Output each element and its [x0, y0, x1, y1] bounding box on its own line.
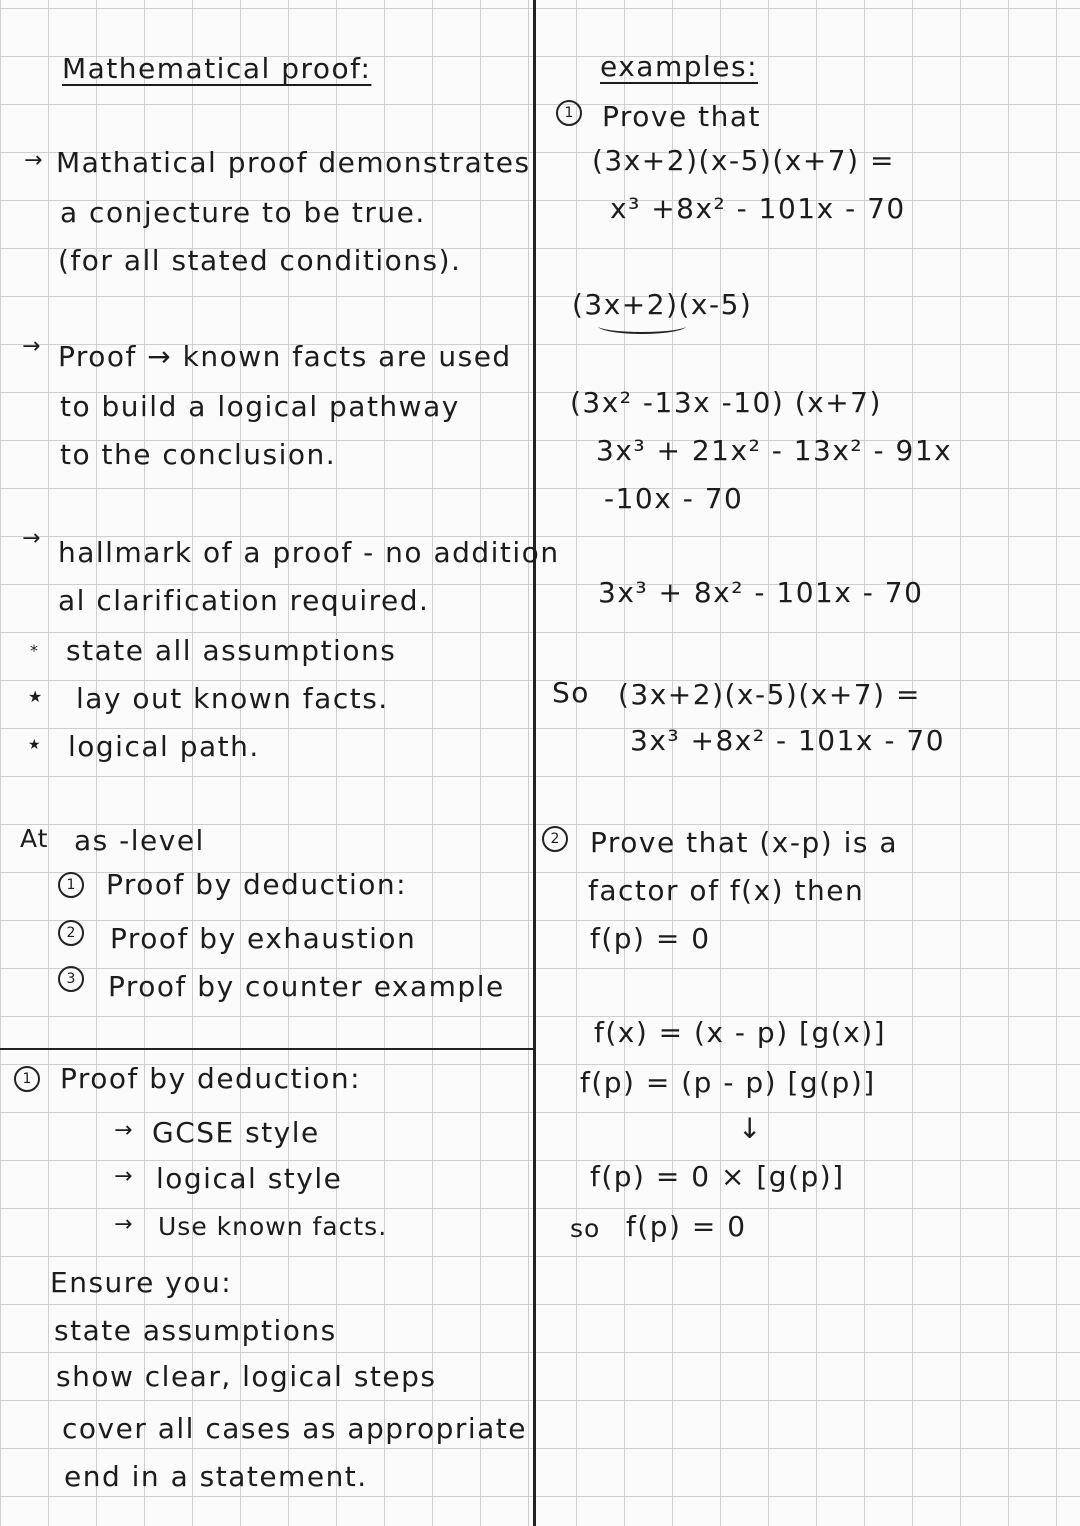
down-arrow-icon: ↓ [738, 1112, 763, 1145]
method-exhaustion: Proof by exhaustion [110, 922, 417, 955]
so-label: So [552, 676, 590, 709]
examples-title: examples: [600, 50, 759, 83]
ensure-item-cases: cover all cases as appropriate [62, 1412, 528, 1445]
underline-brace [598, 318, 686, 334]
page-title: Mathematical proof: [62, 52, 372, 85]
deduction-item-gcse: GCSE style [152, 1116, 320, 1149]
arrow-icon: → [114, 1118, 133, 1143]
number-circle-2: 2 [542, 826, 568, 852]
ex2-equation-1: f(x) = (x - p) [g(x)] [594, 1016, 887, 1049]
ex1-expression: (3x+2)(x-5)(x+7) = [592, 144, 895, 177]
hallmark-line-1: hallmark of a proof - no addition [58, 536, 560, 569]
ex1-step-5: 3x³ + 8x² - 101x - 70 [598, 576, 924, 609]
number-circle-1: 1 [556, 100, 582, 126]
star-icon: ★ [28, 687, 43, 706]
ex1-step-4: -10x - 70 [604, 482, 744, 515]
ensure-item-statement: end in a statement. [64, 1460, 368, 1493]
hallmark-line-2: al clarification required. [58, 584, 430, 617]
definition-line-1: Mathatical proof demonstrates [56, 146, 531, 179]
method-counter-example: Proof by counter example [108, 970, 505, 1003]
bullet-path: logical path. [68, 730, 260, 763]
ex2-equation-2: f(p) = (p - p) [g(p)] [580, 1066, 876, 1099]
ensure-item-assumptions: state assumptions [54, 1314, 337, 1347]
proof-line-3: to the conclusion. [60, 438, 337, 471]
arrow-icon: → [114, 1164, 133, 1189]
ensure-item-steps: show clear, logical steps [56, 1360, 437, 1393]
vertical-divider [533, 0, 536, 1526]
ex2-conclusion: f(p) = 0 [626, 1210, 747, 1243]
number-circle-2: 2 [58, 920, 84, 946]
arrow-icon: → [114, 1212, 133, 1237]
ex1-conclusion-1: (3x+2)(x-5)(x+7) = [618, 678, 921, 711]
number-circle-1: 1 [14, 1066, 40, 1092]
deduction-item-logical: logical style [156, 1162, 343, 1195]
proof-line-1: Proof → known facts are used [58, 340, 512, 373]
ex1-step-1: (3x+2)(x-5) [572, 288, 753, 321]
arrow-icon: → [22, 334, 41, 359]
number-circle-1: 1 [58, 872, 84, 898]
arrow-icon: → [22, 526, 41, 551]
deduction-item-facts: Use known facts. [158, 1212, 388, 1241]
ex2-factor-line: factor of f(x) then [588, 874, 865, 907]
ex1-step-3: 3x³ + 21x² - 13x² - 91x [596, 434, 953, 467]
bullet-assumptions: state all assumptions [66, 634, 397, 667]
definition-line-2: a conjecture to be true. [60, 196, 426, 229]
star-icon: ★ [28, 737, 41, 753]
section-heading: Proof by deduction: [60, 1062, 362, 1095]
ex2-claim-line: f(p) = 0 [590, 922, 711, 955]
ex1-step-2: (3x² -13x -10) (x+7) [570, 386, 882, 419]
number-circle-3: 3 [58, 966, 84, 992]
ex1-conclusion-2: 3x³ +8x² - 101x - 70 [630, 724, 946, 757]
ex2-prove-line: Prove that (x-p) is a [590, 826, 898, 859]
ex1-target: x³ +8x² - 101x - 70 [610, 192, 906, 225]
ensure-heading: Ensure you: [50, 1266, 233, 1299]
so-label: so [570, 1214, 601, 1243]
horizontal-divider [0, 1048, 535, 1050]
method-deduction: Proof by deduction: [106, 868, 408, 901]
bullet-facts: lay out known facts. [76, 682, 389, 715]
definition-line-3: (for all stated conditions). [58, 244, 462, 277]
proof-line-2: to build a logical pathway [60, 390, 460, 423]
star-icon: * [30, 641, 38, 660]
level-heading: as -level [74, 824, 205, 857]
at-label: At [20, 824, 49, 853]
ex1-prove-line: Prove that [602, 100, 761, 133]
ex2-equation-3: f(p) = 0 × [g(p)] [590, 1160, 845, 1193]
arrow-icon: → [24, 148, 43, 173]
